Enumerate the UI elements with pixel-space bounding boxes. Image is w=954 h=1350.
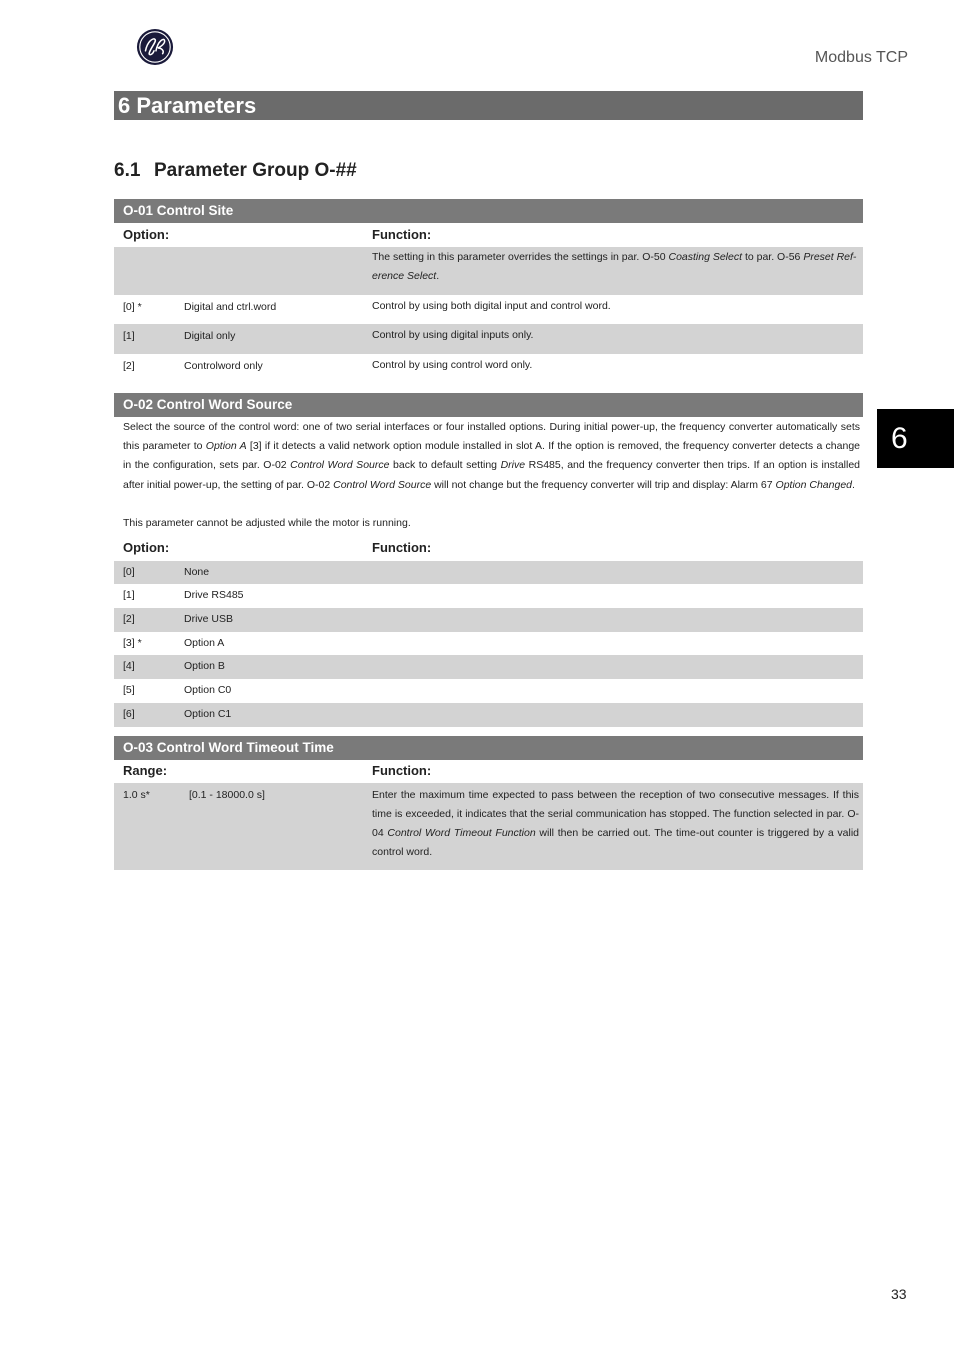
chapter-tab: 6 [877, 409, 954, 468]
option-name: Option C0 [184, 684, 232, 696]
table-row [114, 608, 863, 632]
option-name: Digital and ctrl.word [184, 301, 277, 313]
option-code: [2] [123, 613, 135, 625]
option-name: None [184, 566, 210, 578]
col-option: Option: [123, 227, 170, 242]
param-o02-title: O-02 Control Word Source [114, 393, 863, 417]
table-row [114, 295, 863, 324]
option-name: Drive RS485 [184, 589, 244, 601]
table-row [114, 703, 863, 727]
chapter-title: 6 Parameters [114, 91, 863, 120]
param-o02-note: This parameter cannot be adjusted while the motor is running. [123, 517, 411, 529]
option-name: Option A [184, 637, 225, 649]
param-o02-description: Select the source of the control word: one of two serial interfaces or four installed options. During initial power-up, the frequency converter automatically sets this parameter to Option A [3] if it detects a valid network option module installed in slot A. If the option is removed, the frequency converter detects a change in the configuration, sets par. O-02 Control Word Source back to default setting Drive RS485, and the frequency converter then trips. If an option is installed after initial power-up, the setting of par. O-02 Control Word Source will not change but the frequency converter will trip and display: Alarm 67 Option Changed. [123, 421, 861, 491]
table-row [114, 679, 863, 703]
option-code: [0] [123, 566, 135, 578]
option-code: [1] [123, 330, 135, 342]
table-row [114, 324, 863, 354]
range-function: Enter the maximum time expected to pass between the reception of two consecutive messages. If this time is exceeded, it indicates that the serial communication has stopped. The function selected in par. O-04 Control Word Timeout Function will then be carried out. The time-out counter is triggered by a valid control word. [372, 789, 859, 858]
param-o03-header [114, 759, 863, 783]
range-limits: [0.1 - 18000.0 s] [189, 789, 265, 801]
option-code: [5] [123, 684, 135, 696]
header-title: Modbus TCP [814, 49, 908, 66]
option-name: Controlword only [184, 360, 263, 372]
param-o01-intro: The setting in this parameter overrides the settings in par. O-50 Coasting Select to par. O-56 Preset Ref- erence Select. [372, 251, 857, 282]
option-name: Option B [184, 660, 225, 672]
section-title [114, 160, 357, 182]
option-function: Control by using control word only. [372, 359, 533, 371]
ge-logo [136, 28, 174, 66]
param-o01-title: O-01 Control Site [114, 199, 863, 223]
table-row [114, 561, 863, 584]
option-function: Control by using digital inputs only. [372, 329, 534, 341]
col-function: Function: [372, 227, 432, 242]
table-row [114, 354, 863, 384]
param-o01-header [114, 223, 863, 247]
page-number: 33 [891, 1286, 907, 1302]
option-code: [2] [123, 360, 135, 372]
option-name: Digital only [184, 330, 236, 342]
param-o03-title: O-03 Control Word Timeout Time [114, 736, 863, 760]
option-code: [6] [123, 708, 135, 720]
range-default: 1.0 s* [123, 789, 150, 801]
col-option: Option: [123, 540, 170, 555]
col-function: Function: [372, 763, 432, 778]
option-name: Option C1 [184, 708, 232, 720]
col-function: Function: [372, 540, 432, 555]
option-code: [4] [123, 660, 135, 672]
section-number: 6.1 [114, 160, 141, 181]
param-o01-intro-row [114, 247, 863, 295]
option-name: Drive USB [184, 613, 234, 625]
table-row [114, 655, 863, 679]
option-code: [3] * [123, 637, 142, 649]
table-row [114, 783, 863, 870]
section-heading: Parameter Group O-## [154, 160, 357, 181]
option-function: Control by using both digital input and control word. [372, 300, 611, 312]
param-o02-header [114, 536, 863, 560]
table-row [114, 584, 863, 608]
table-row [114, 632, 863, 655]
option-code: [0] * [123, 301, 142, 313]
option-code: [1] [123, 589, 135, 601]
col-range: Range: [123, 763, 168, 778]
